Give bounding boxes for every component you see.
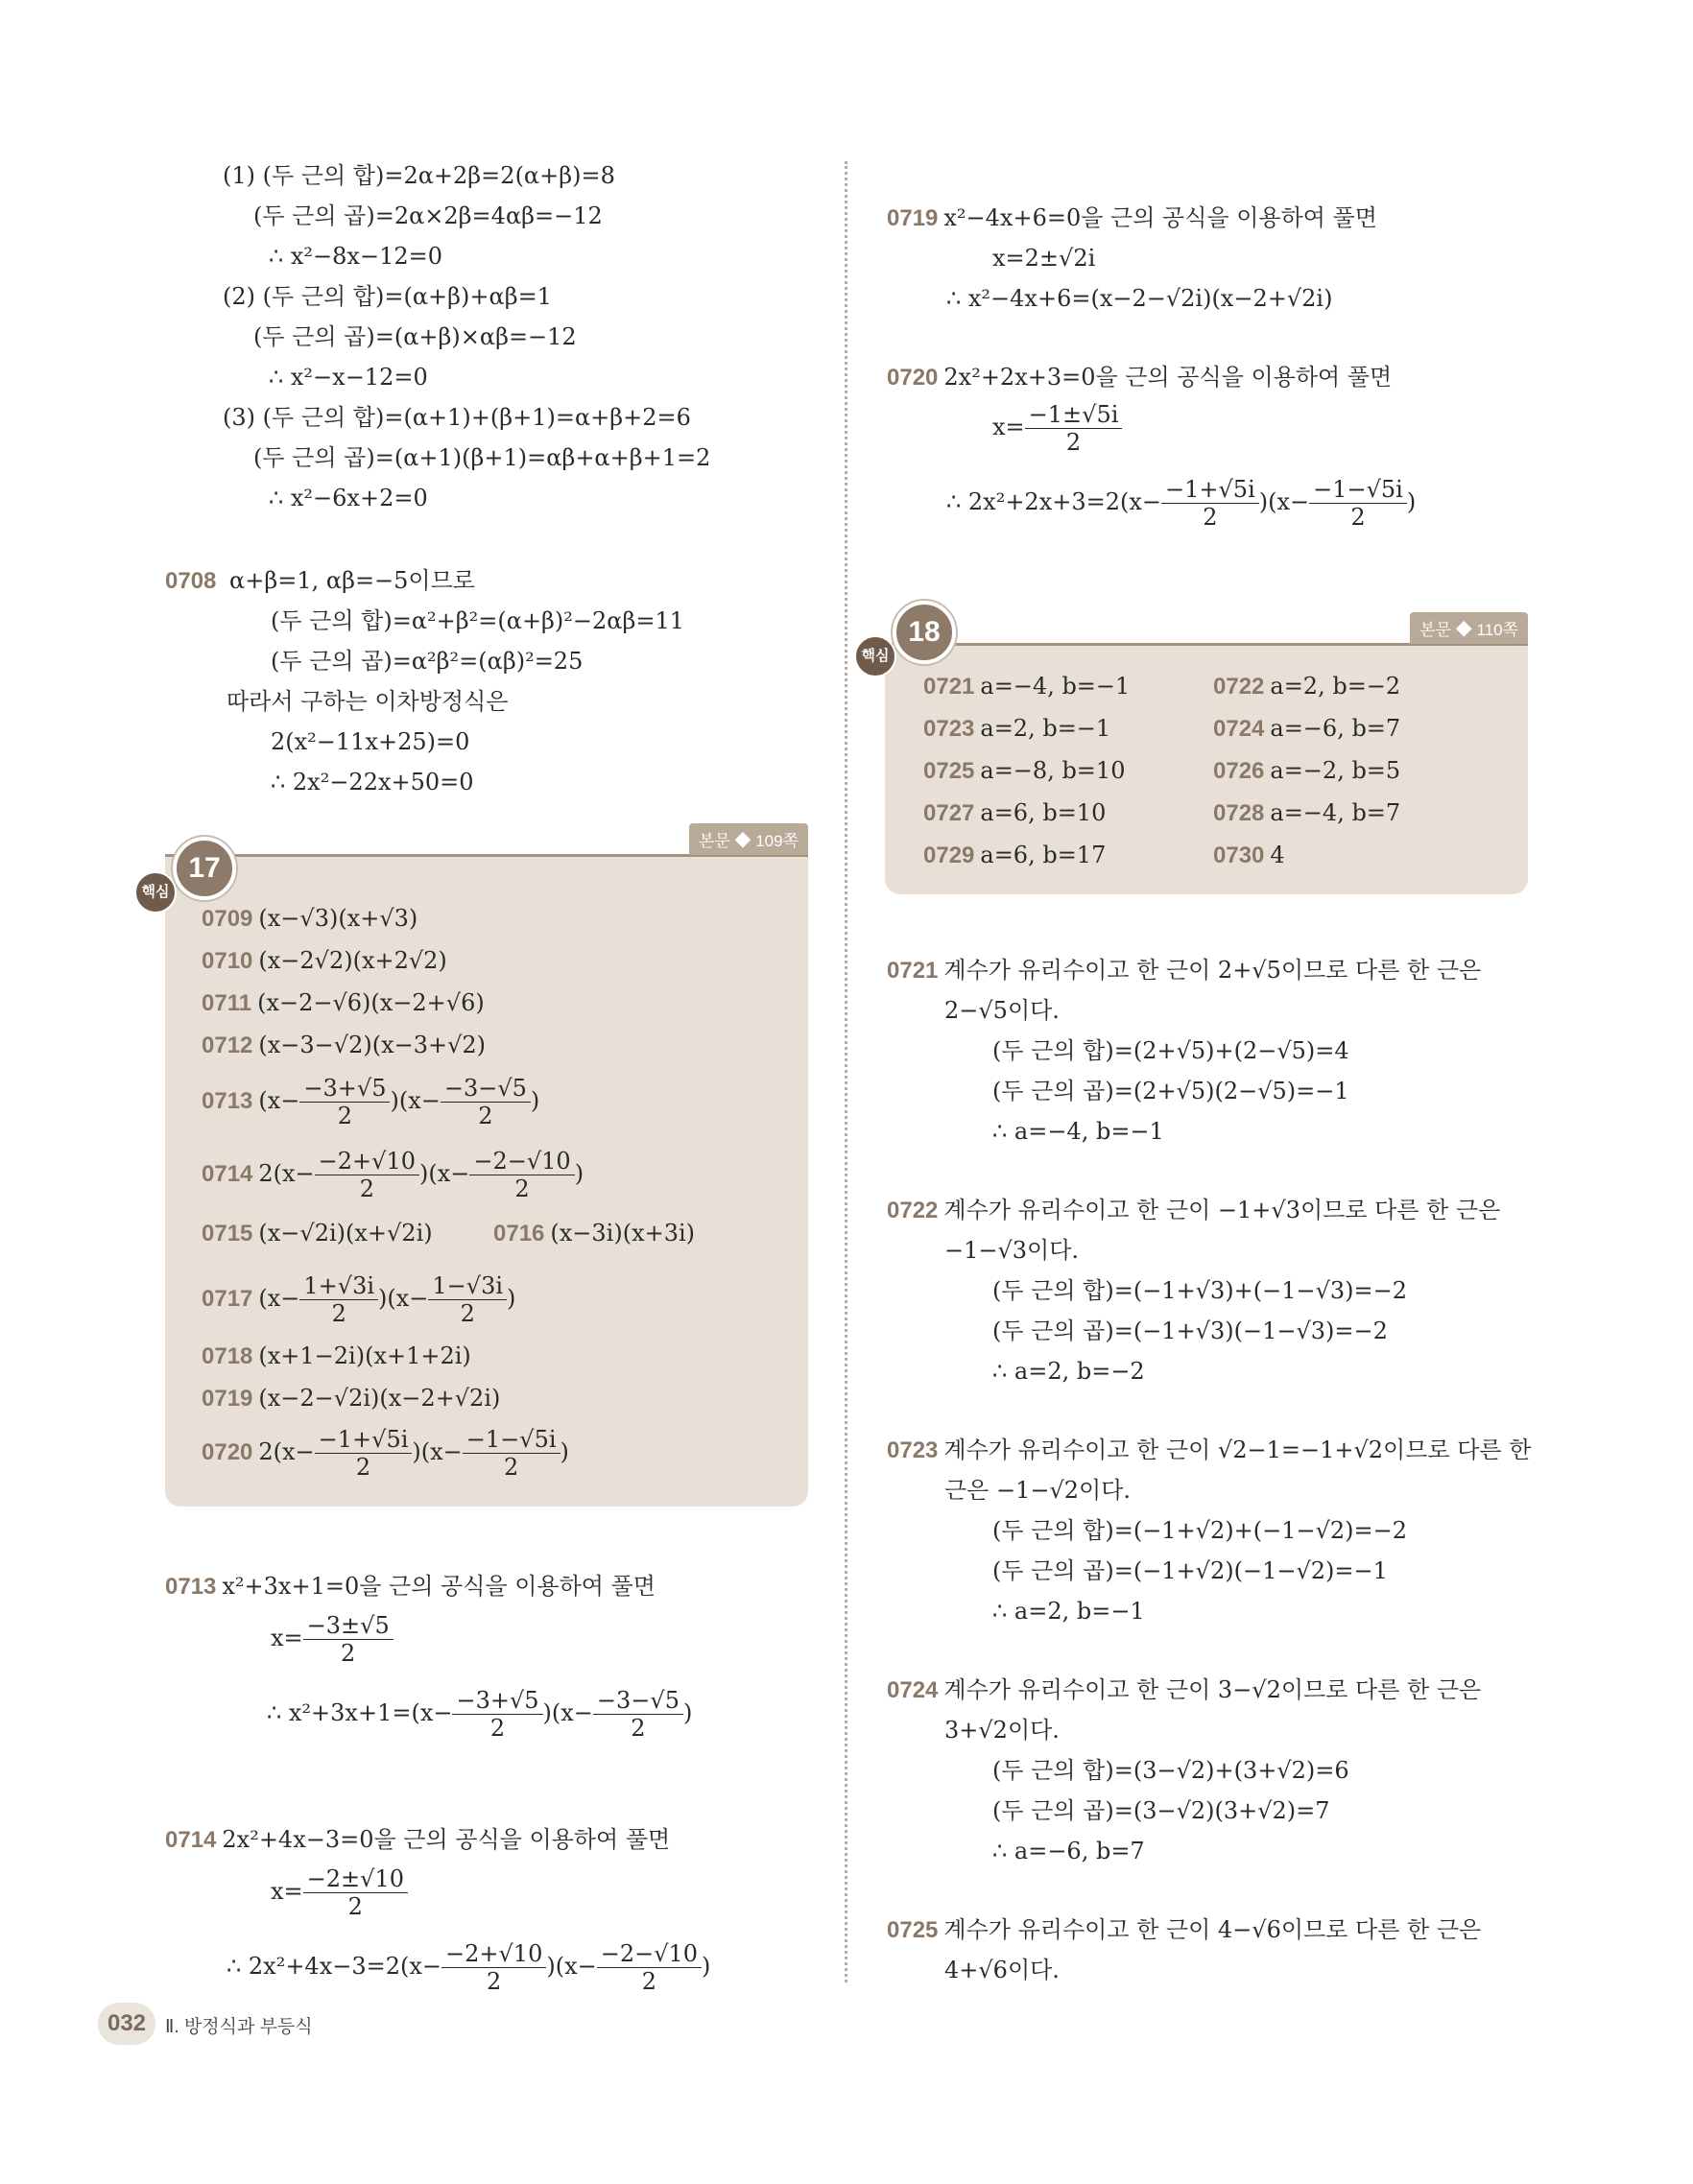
expr: ) bbox=[507, 1285, 516, 1312]
problem-number: 0725 bbox=[923, 758, 975, 784]
answer: (x−√2i)(x+√2i) bbox=[258, 1220, 433, 1246]
denominator: 2 bbox=[1203, 504, 1218, 531]
line: 4+√6이다. bbox=[944, 1957, 1060, 1983]
denominator: 2 bbox=[355, 1454, 371, 1481]
problem-number: 0720 bbox=[202, 1439, 253, 1465]
problem-0724 bbox=[887, 1674, 1481, 1707]
page-reference: 본문 ◆ 109쪽 bbox=[689, 823, 808, 855]
fraction bbox=[428, 1272, 507, 1327]
fraction bbox=[303, 1612, 393, 1667]
numerator: −3+√5 bbox=[452, 1687, 542, 1715]
line: (2) (두 근의 합)=(α+β)+αβ=1 bbox=[223, 283, 552, 310]
problem-number: 0713 bbox=[202, 1088, 253, 1114]
problem-0723 bbox=[887, 1434, 1531, 1467]
problem-number: 0716 bbox=[493, 1221, 545, 1246]
answer: a=2, b=−2 bbox=[1270, 673, 1401, 700]
answer: a=2, b=−1 bbox=[980, 715, 1111, 742]
fraction bbox=[315, 1148, 419, 1202]
numerator: −2+√10 bbox=[441, 1940, 546, 1968]
expr: ) bbox=[560, 1438, 569, 1465]
problem-number: 0713 bbox=[165, 1574, 217, 1600]
denominator: 2 bbox=[347, 1893, 363, 1920]
fraction bbox=[315, 1426, 413, 1481]
problem-0708 bbox=[165, 564, 475, 598]
denominator: 2 bbox=[641, 1968, 657, 1995]
problem-number: 0728 bbox=[1213, 800, 1265, 826]
line: x²+3x+1=0을 근의 공식을 이용하여 풀면 bbox=[222, 1573, 656, 1600]
problem-number: 0709 bbox=[202, 906, 253, 932]
line: ∴ a=2, b=−2 bbox=[992, 1358, 1145, 1385]
line: ∴ a=−4, b=−1 bbox=[992, 1118, 1164, 1145]
problem-0714 bbox=[165, 1823, 670, 1857]
expr: )(x− bbox=[419, 1160, 470, 1187]
expr: ) bbox=[530, 1087, 540, 1114]
line: 2−√5이다. bbox=[944, 997, 1060, 1024]
fraction bbox=[441, 1940, 546, 1995]
problem-0719 bbox=[887, 202, 1377, 235]
line: (두 근의 합)=(3−√2)+(3+√2)=6 bbox=[992, 1757, 1349, 1784]
problem-number: 0719 bbox=[887, 205, 939, 231]
fraction bbox=[441, 1075, 531, 1129]
problem-number: 0714 bbox=[165, 1827, 217, 1853]
answer: (x−2−√6)(x−2+√6) bbox=[257, 989, 485, 1016]
denominator: 2 bbox=[337, 1103, 353, 1129]
expr: x= bbox=[992, 414, 1025, 440]
page-number: 032 bbox=[98, 2003, 155, 2045]
problem-number: 0722 bbox=[1213, 674, 1265, 700]
problem-number: 0724 bbox=[887, 1677, 939, 1703]
numerator: −1−√5i bbox=[463, 1426, 560, 1454]
line: ∴ x²−4x+6=(x−2−√2i)(x−2+√2i) bbox=[946, 285, 1333, 312]
answer: (x−√3)(x+√3) bbox=[258, 905, 418, 932]
line: x=2±√2i bbox=[992, 245, 1096, 272]
line: 2(x²−11x+25)=0 bbox=[271, 728, 470, 755]
answer-box-17 bbox=[165, 832, 808, 1507]
column-divider bbox=[845, 161, 847, 1982]
denominator: 2 bbox=[460, 1300, 475, 1327]
answer: (x−2−√2i)(x−2+√2i) bbox=[258, 1385, 501, 1412]
line: ∴ x²−6x+2=0 bbox=[269, 485, 428, 511]
expr: ) bbox=[702, 1953, 711, 1980]
expr: ∴ 2x²+2x+3=2(x− bbox=[946, 488, 1162, 515]
line: ∴ a=2, b=−1 bbox=[992, 1598, 1145, 1625]
expr: )(x− bbox=[546, 1953, 597, 1980]
line: x²−4x+6=0을 근의 공식을 이용하여 풀면 bbox=[943, 204, 1377, 231]
line: 계수가 유리수이고 한 근이 2+√5이므로 다른 한 근은 bbox=[943, 957, 1482, 984]
section-number-18: 18 bbox=[893, 601, 956, 664]
numerator: −3−√5 bbox=[441, 1075, 531, 1103]
line: (두 근의 합)=(2+√5)+(2−√5)=4 bbox=[992, 1037, 1349, 1064]
answer-0715 bbox=[202, 1217, 433, 1250]
numerator: −3+√5 bbox=[299, 1075, 390, 1103]
numerator: −1±√5i bbox=[1025, 401, 1123, 429]
answer: (x−3−√2)(x−3+√2) bbox=[258, 1032, 487, 1058]
fraction bbox=[597, 1940, 702, 1995]
numerator: −3−√5 bbox=[593, 1687, 683, 1715]
problem-0721 bbox=[887, 954, 1481, 987]
expr: ∴ 2x²+4x−3=2(x− bbox=[227, 1953, 442, 1980]
line: (두 근의 곱)=(−1+√3)(−1−√3)=−2 bbox=[992, 1318, 1388, 1344]
fraction bbox=[299, 1075, 390, 1129]
fraction bbox=[1309, 476, 1407, 531]
line: 2x²+2x+3=0을 근의 공식을 이용하여 풀면 bbox=[943, 364, 1393, 391]
answer: a=6, b=17 bbox=[980, 842, 1107, 868]
line: ∴ 2x²−22x+50=0 bbox=[271, 769, 474, 795]
fraction bbox=[1025, 401, 1123, 456]
problem-number: 0727 bbox=[923, 800, 975, 826]
answer-0720 bbox=[202, 1426, 569, 1481]
answer-0713 bbox=[202, 1075, 539, 1129]
denominator: 2 bbox=[478, 1103, 493, 1129]
line: (두 근의 합)=α²+β²=(α+β)²−2αβ=11 bbox=[271, 607, 685, 634]
problem-0713 bbox=[165, 1570, 656, 1603]
factorization bbox=[267, 1687, 692, 1742]
problem-0722 bbox=[887, 1194, 1500, 1227]
numerator: −1−√5i bbox=[1309, 476, 1407, 504]
expr: (x− bbox=[258, 1285, 300, 1312]
core-tag: 핵심 bbox=[134, 871, 177, 914]
root-formula bbox=[271, 1865, 408, 1920]
answer: a=−8, b=10 bbox=[980, 757, 1126, 784]
problem-number: 0730 bbox=[1213, 843, 1265, 868]
problem-number: 0720 bbox=[887, 365, 939, 391]
line: 근은 −1−√2이다. bbox=[944, 1477, 1132, 1504]
line: 계수가 유리수이고 한 근이 √2−1=−1+√2이므로 다른 한 bbox=[943, 1436, 1532, 1463]
denominator: 2 bbox=[487, 1968, 502, 1995]
numerator: −1+√5i bbox=[1161, 476, 1259, 504]
denominator: 2 bbox=[489, 1715, 506, 1742]
expr: x= bbox=[271, 1878, 303, 1905]
numerator: −2−√10 bbox=[597, 1940, 702, 1968]
line: 따라서 구하는 이차방정식은 bbox=[227, 688, 509, 715]
numerator: 1+√3i bbox=[299, 1272, 378, 1300]
factorization bbox=[227, 1940, 710, 1995]
problem-number: 0726 bbox=[1213, 758, 1265, 784]
expr: ∴ x²+3x+1=(x− bbox=[267, 1699, 453, 1726]
problem-number: 0714 bbox=[202, 1161, 253, 1187]
root-formula bbox=[992, 401, 1122, 456]
problem-number: 0708 bbox=[165, 568, 217, 594]
numerator: −2−√10 bbox=[469, 1148, 574, 1175]
denominator: 2 bbox=[341, 1640, 356, 1667]
problem-number: 0718 bbox=[202, 1343, 253, 1369]
denominator: 2 bbox=[359, 1175, 374, 1202]
fraction bbox=[593, 1687, 683, 1742]
expr: ) bbox=[682, 1699, 693, 1726]
problem-number: 0721 bbox=[887, 958, 939, 984]
answer: (x−3i)(x+3i) bbox=[550, 1220, 696, 1246]
line: (두 근의 곱)=(−1+√2)(−1−√2)=−1 bbox=[992, 1557, 1388, 1584]
answer: (x−2√2)(x+2√2) bbox=[258, 947, 447, 974]
problem-number: 0729 bbox=[923, 843, 975, 868]
problem-number: 0722 bbox=[887, 1198, 939, 1223]
problem-number: 0711 bbox=[202, 990, 252, 1016]
numerator: −2±√10 bbox=[303, 1865, 408, 1893]
answer: a=−4, b=−1 bbox=[980, 673, 1131, 700]
line: (두 근의 합)=(−1+√2)+(−1−√2)=−2 bbox=[992, 1517, 1407, 1544]
line: (두 근의 곱)=α²β²=(αβ)²=25 bbox=[271, 648, 584, 675]
line: 3+√2이다. bbox=[944, 1717, 1060, 1744]
line: −1−√3이다. bbox=[944, 1237, 1080, 1264]
expr: 2(x− bbox=[258, 1438, 315, 1465]
fraction bbox=[299, 1272, 378, 1327]
factorization bbox=[946, 476, 1416, 531]
answer-0714 bbox=[202, 1148, 584, 1202]
line: α+β=1, αβ=−5이므로 bbox=[229, 567, 475, 594]
problem-number: 0710 bbox=[202, 948, 253, 974]
expr: )(x− bbox=[542, 1699, 593, 1726]
line: 계수가 유리수이고 한 근이 4−√6이므로 다른 한 근은 bbox=[943, 1916, 1482, 1943]
fraction bbox=[303, 1865, 408, 1920]
line: 2x²+4x−3=0을 근의 공식을 이용하여 풀면 bbox=[222, 1826, 671, 1853]
denominator: 2 bbox=[331, 1300, 346, 1327]
problem-number: 0723 bbox=[887, 1437, 939, 1463]
problem-number: 0719 bbox=[202, 1386, 253, 1412]
denominator: 2 bbox=[631, 1715, 646, 1742]
problem-0725 bbox=[887, 1913, 1481, 1947]
problem-number: 0725 bbox=[887, 1917, 939, 1943]
denominator: 2 bbox=[1065, 429, 1082, 456]
problem-number: 0717 bbox=[202, 1286, 253, 1312]
line: (두 근의 곱)=2α×2β=4αβ=−12 bbox=[253, 202, 603, 229]
numerator: 1−√3i bbox=[428, 1272, 507, 1300]
answer: a=6, b=10 bbox=[980, 799, 1107, 826]
answer: (x+1−2i)(x+1+2i) bbox=[258, 1342, 471, 1369]
line: 계수가 유리수이고 한 근이 −1+√3이므로 다른 한 근은 bbox=[943, 1197, 1501, 1223]
numerator: −3±√5 bbox=[303, 1612, 393, 1640]
problem-number: 0723 bbox=[923, 716, 975, 742]
problem-number: 0721 bbox=[923, 674, 975, 700]
chapter-title: Ⅱ. 방정식과 부등식 bbox=[165, 2017, 313, 2037]
line: ∴ x²−x−12=0 bbox=[269, 364, 428, 391]
line: (3) (두 근의 합)=(α+1)+(β+1)=α+β+2=6 bbox=[223, 404, 691, 431]
expr: 2(x− bbox=[258, 1160, 315, 1187]
problem-number: 0715 bbox=[202, 1221, 253, 1246]
section-number-17: 17 bbox=[173, 837, 236, 900]
answer-0716 bbox=[493, 1217, 695, 1250]
numerator: −2+√10 bbox=[315, 1148, 419, 1175]
fraction bbox=[452, 1687, 542, 1742]
line: (두 근의 합)=(−1+√3)+(−1−√3)=−2 bbox=[992, 1277, 1407, 1304]
problem-number: 0712 bbox=[202, 1033, 253, 1058]
answer: a=−2, b=5 bbox=[1270, 757, 1401, 784]
answer: 4 bbox=[1270, 842, 1285, 868]
denominator: 2 bbox=[504, 1454, 519, 1481]
line: 계수가 유리수이고 한 근이 3−√2이므로 다른 한 근은 bbox=[943, 1676, 1482, 1703]
denominator: 2 bbox=[514, 1175, 530, 1202]
expr: )(x− bbox=[390, 1087, 441, 1114]
expr: )(x− bbox=[378, 1285, 429, 1312]
expr: x= bbox=[271, 1625, 303, 1651]
denominator: 2 bbox=[1350, 504, 1366, 531]
expr: ) bbox=[574, 1160, 584, 1187]
line: (두 근의 곱)=(2+√5)(2−√5)=−1 bbox=[992, 1078, 1349, 1104]
line: (두 근의 곱)=(α+β)×αβ=−12 bbox=[253, 323, 577, 350]
expr: )(x− bbox=[1258, 488, 1310, 515]
page-reference: 본문 ◆ 110쪽 bbox=[1410, 612, 1528, 644]
expr: (x− bbox=[258, 1087, 300, 1114]
root-formula bbox=[271, 1612, 393, 1667]
fraction bbox=[1161, 476, 1259, 531]
line: (1) (두 근의 합)=2α+2β=2(α+β)=8 bbox=[223, 162, 615, 189]
line: ∴ a=−6, b=7 bbox=[992, 1838, 1145, 1864]
expr: ) bbox=[1406, 488, 1417, 515]
core-tag: 핵심 bbox=[854, 635, 896, 677]
expr: )(x− bbox=[412, 1438, 463, 1465]
answer: a=−6, b=7 bbox=[1270, 715, 1401, 742]
line: (두 근의 곱)=(α+1)(β+1)=αβ+α+β+1=2 bbox=[253, 444, 711, 471]
fraction bbox=[469, 1148, 574, 1202]
line: ∴ x²−8x−12=0 bbox=[269, 243, 442, 270]
problem-number: 0724 bbox=[1213, 716, 1265, 742]
problem-0720 bbox=[887, 361, 1392, 394]
line: (두 근의 곱)=(3−√2)(3+√2)=7 bbox=[992, 1797, 1330, 1824]
fraction bbox=[463, 1426, 560, 1481]
answer: a=−4, b=7 bbox=[1270, 799, 1401, 826]
answer-0717 bbox=[202, 1272, 515, 1327]
numerator: −1+√5i bbox=[315, 1426, 413, 1454]
